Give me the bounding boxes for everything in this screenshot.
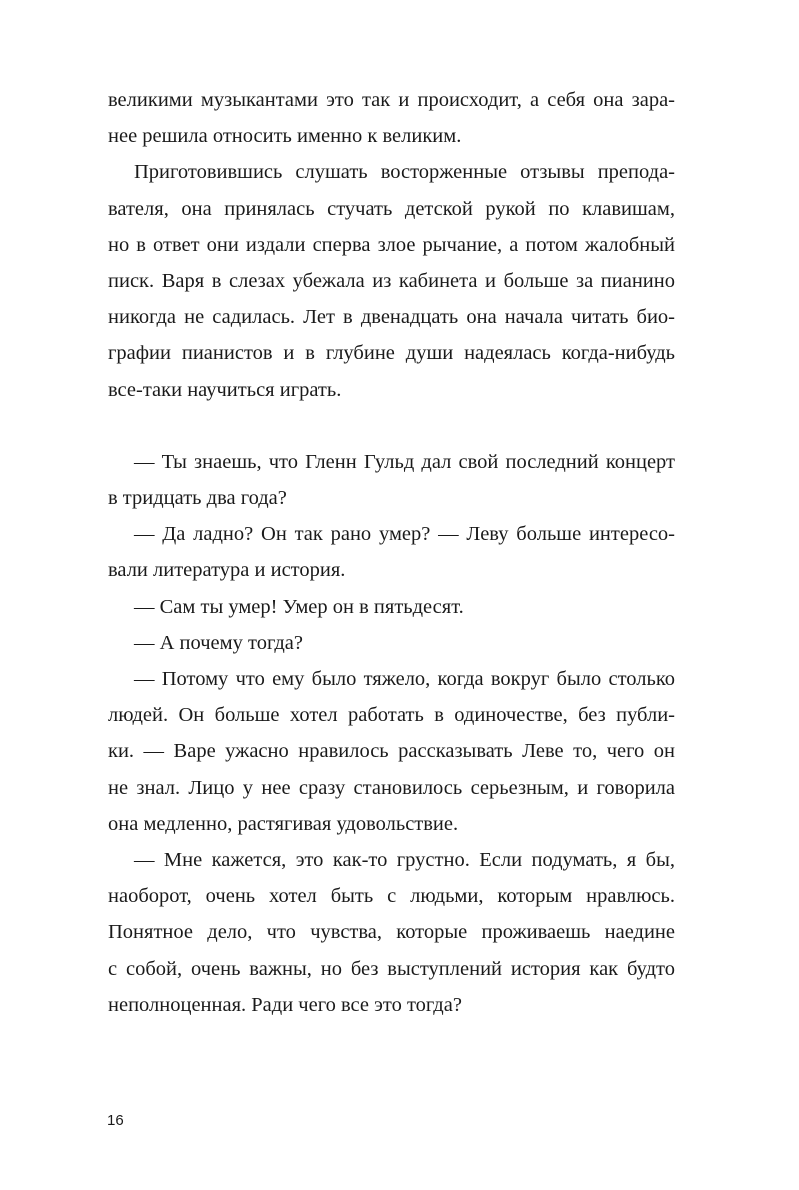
- paragraph: [108, 589, 675, 625]
- text-line: вали литература и история.: [108, 559, 346, 582]
- text-line: — Да ладно? Он так рано умер? — Леву больше интересо-: [134, 523, 675, 546]
- text-line: — Потому что ему было тяжело, когда вокруг было столько: [134, 668, 675, 691]
- paragraph: [108, 625, 675, 661]
- text-line: ки. — Варе ужасно нравилось рассказывать Леве то, чего он: [108, 740, 675, 763]
- section-break: [108, 408, 675, 444]
- text-line: графии пианистов и в глубине души надеялась когда-нибудь: [108, 342, 675, 365]
- paragraph: [108, 444, 675, 516]
- paragraph: [108, 842, 675, 1023]
- text-line: нее решила относить именно к великим.: [108, 125, 462, 148]
- text-line: с собой, очень важны, но без выступлений история как будто: [108, 957, 675, 980]
- text-line: — Ты знаешь, что Гленн Гульд дал свой последний концерт: [134, 450, 675, 473]
- text-line: в тридцать два года?: [108, 487, 287, 510]
- text-line: людей. Он больше хотел работать в одиночестве, без публи-: [108, 704, 675, 727]
- text-line: — А почему тогда?: [134, 631, 303, 654]
- text-line: — Мне кажется, это как-то грустно. Если подумать, я бы,: [134, 849, 675, 872]
- page-body: [108, 82, 675, 1023]
- paragraph: [108, 661, 675, 842]
- text-line: писк. Варя в слезах убежала из кабинета и больше за пианино: [108, 270, 675, 293]
- text-line: Приготовившись слушать восторженные отзывы препода-: [134, 161, 675, 184]
- paragraph: [108, 516, 675, 588]
- page-number: 16: [107, 1112, 124, 1129]
- text-line: неполноценная. Ради чего все это тогда?: [108, 993, 462, 1016]
- text-line: Понятное дело, что чувства, которые проживаешь наедине: [108, 921, 675, 944]
- paragraph: [108, 82, 675, 154]
- text-line: — Сам ты умер! Умер он в пятьдесят.: [134, 595, 464, 618]
- text-line: все-таки научиться играть.: [108, 378, 342, 401]
- text-line: не знал. Лицо у нее сразу становилось серьезным, и говорила: [108, 776, 675, 799]
- text-line: она медленно, растягивая удовольствие.: [108, 812, 459, 835]
- text-line: вателя, она принялась стучать детской рукой по клавишам,: [108, 197, 675, 220]
- text-line: никогда не садилась. Лет в двенадцать она начала читать био-: [108, 306, 675, 329]
- text-line: наоборот, очень хотел быть с людьми, которым нравлюсь.: [108, 885, 675, 908]
- text-line: но в ответ они издали сперва злое рычание, а потом жалобный: [108, 233, 675, 256]
- text-line: великими музыкантами это так и происходит, а себя она зара-: [108, 89, 675, 111]
- paragraph: [108, 154, 675, 407]
